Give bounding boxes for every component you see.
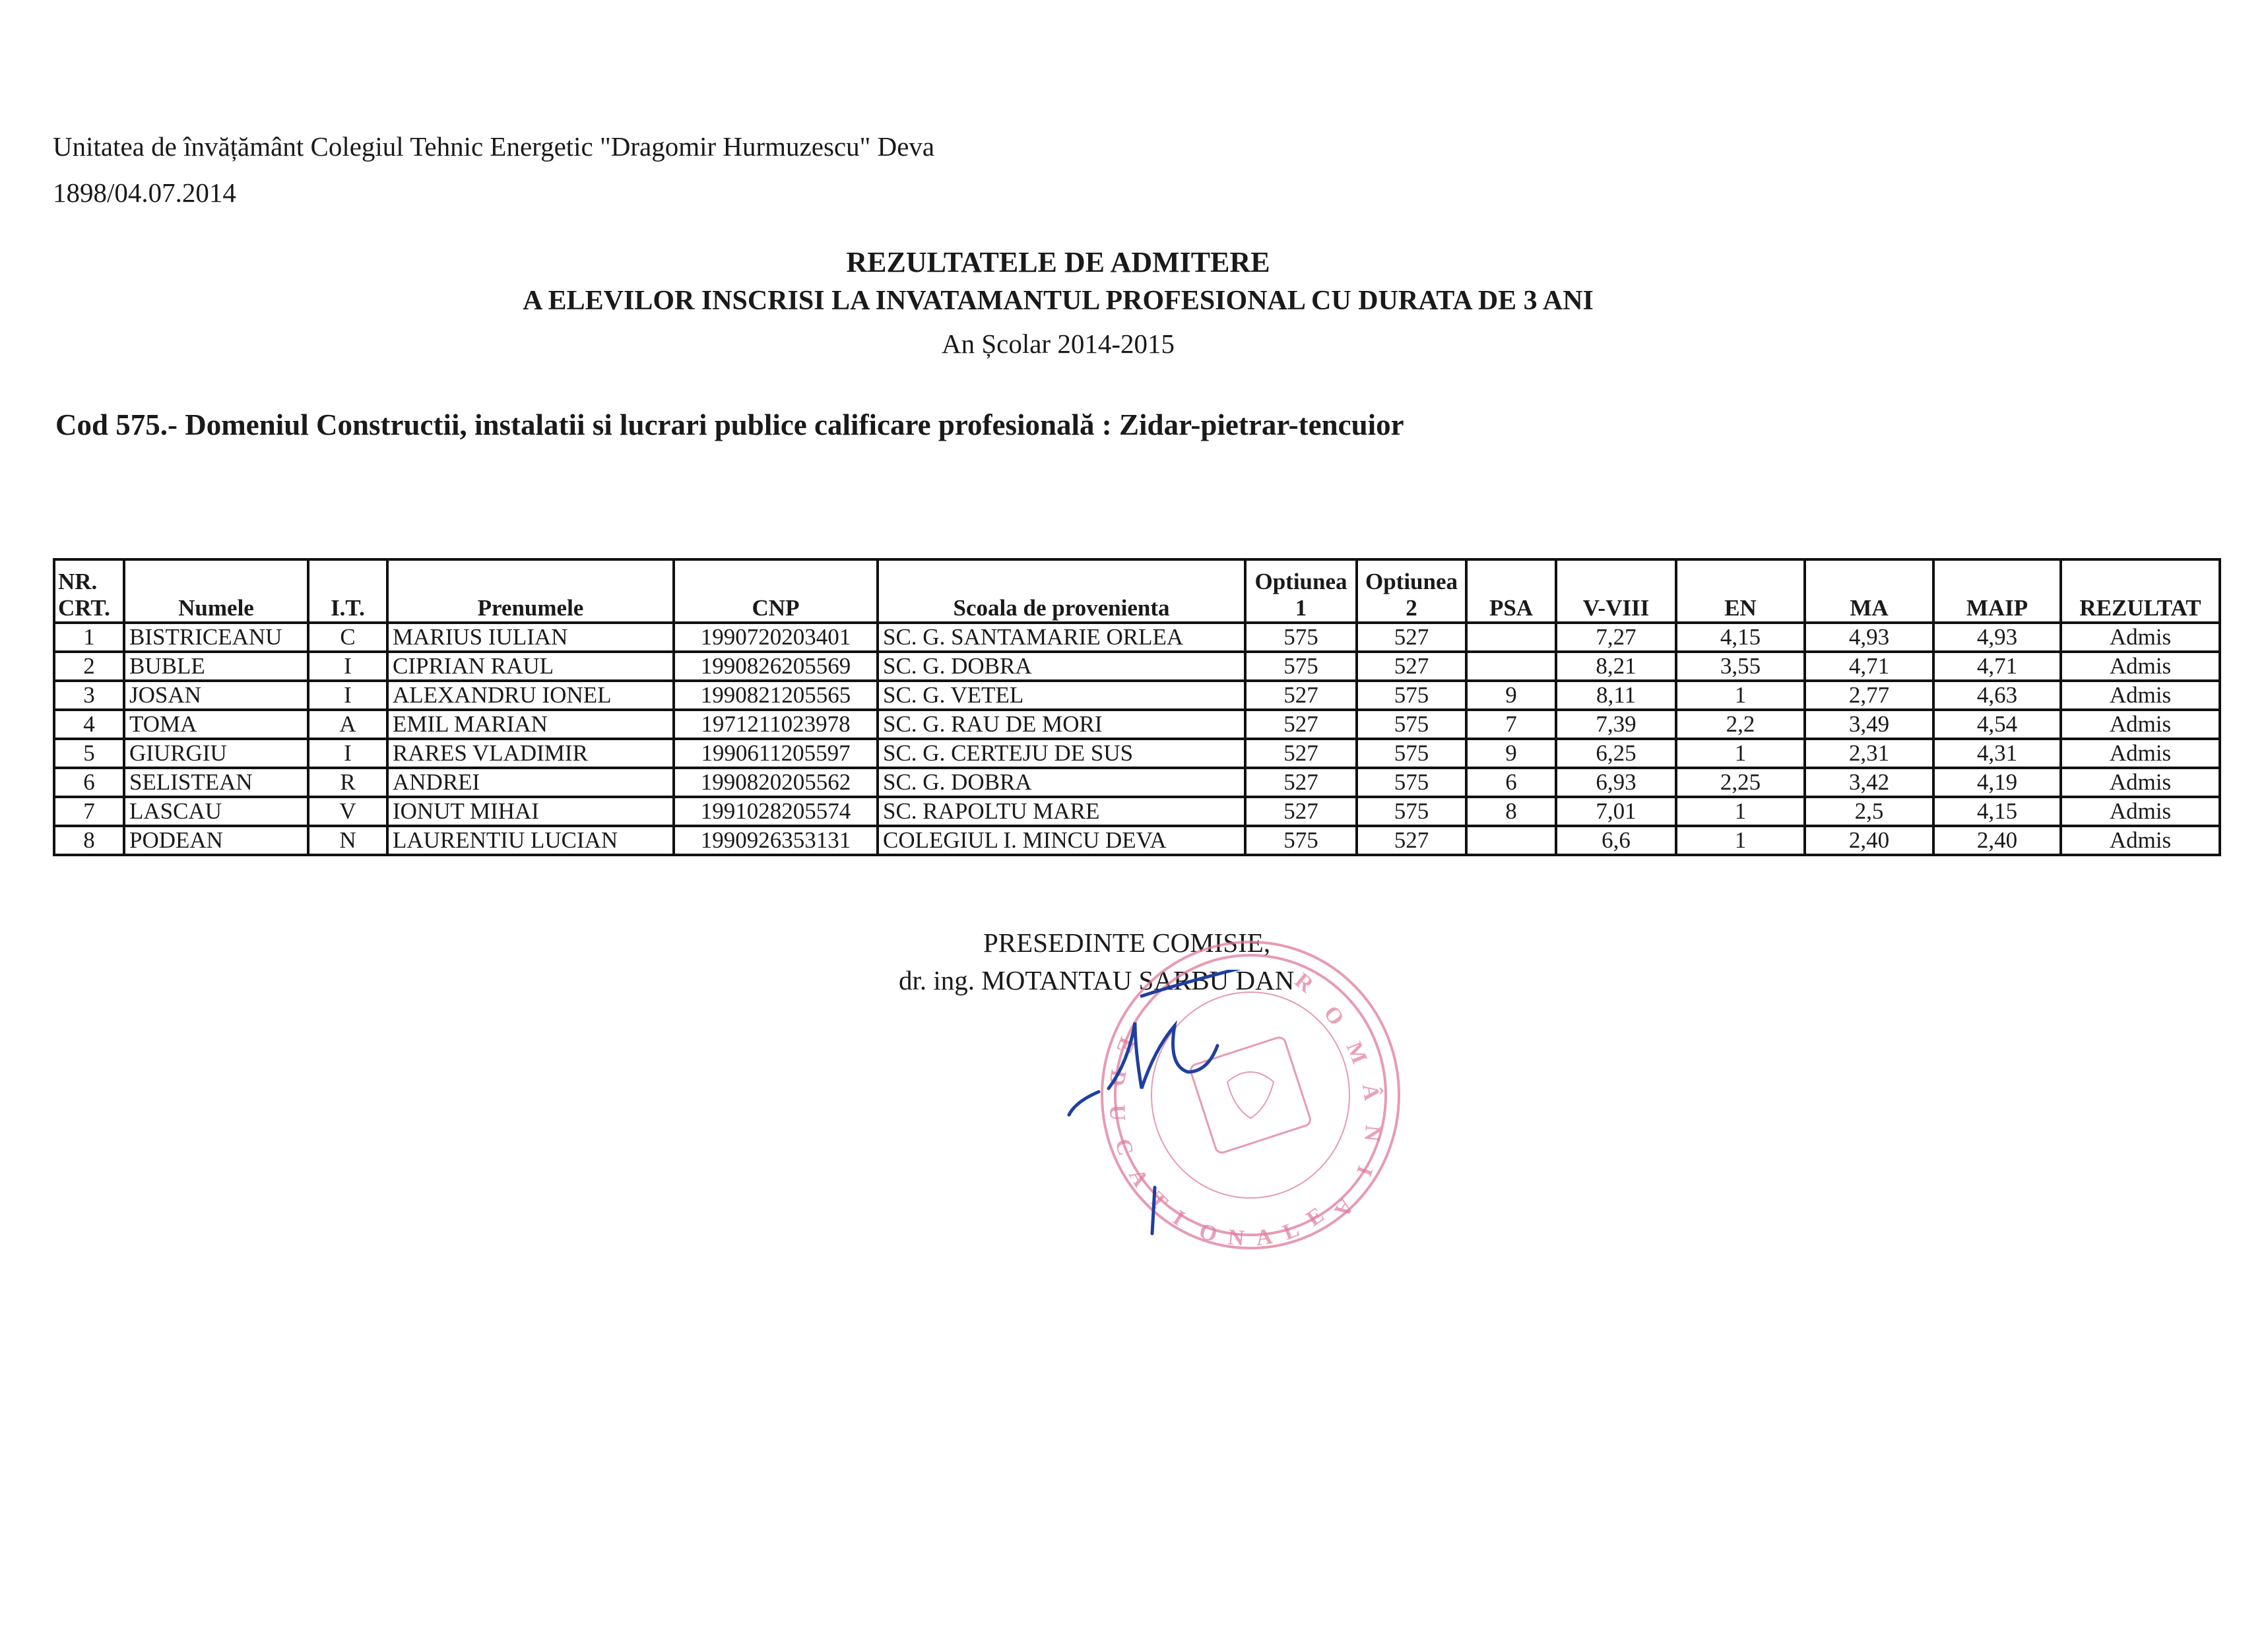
cell-optiunea-2: 527 <box>1357 652 1466 681</box>
cell-it: I <box>308 739 387 768</box>
cell-scoala: SC. G. RAU DE MORI <box>878 710 1245 739</box>
cell-scoala: COLEGIUL I. MINCU DEVA <box>878 826 1245 855</box>
cell-nr: 5 <box>54 739 124 768</box>
cell-numele: GIURGIU <box>124 739 308 768</box>
svg-text:L: L <box>1280 1216 1303 1245</box>
cell-optiunea-1: 575 <box>1245 652 1357 681</box>
cell-cnp: 1991028205574 <box>674 797 878 826</box>
cell-psa: 9 <box>1466 681 1556 710</box>
header-rezultat: REZULTAT <box>2061 559 2220 623</box>
header-opt2-line2: 2 <box>1406 595 1417 621</box>
cell-en: 1 <box>1676 797 1805 826</box>
cell-scoala: SC. RAPOLTU MARE <box>878 797 1245 826</box>
cell-cnp: 1990821205565 <box>674 681 878 710</box>
cell-v-viii: 7,39 <box>1556 710 1676 739</box>
cell-en: 1 <box>1676 739 1805 768</box>
cell-psa <box>1466 826 1556 855</box>
cell-prenumele: ALEXANDRU IONEL <box>387 681 674 710</box>
cell-maip: 4,31 <box>1933 739 2061 768</box>
cell-psa <box>1466 623 1556 652</box>
cell-rezultat: Admis <box>2061 681 2220 710</box>
cell-prenumele: CIPRIAN RAUL <box>387 652 674 681</box>
cell-prenumele: RARES VLADIMIR <box>387 739 674 768</box>
header-ma: MA <box>1805 559 1933 623</box>
cell-rezultat: Admis <box>2061 710 2220 739</box>
cell-en: 1 <box>1676 681 1805 710</box>
header-optiunea-2 <box>1357 559 1466 623</box>
cell-it: I <box>308 681 387 710</box>
cell-maip: 4,93 <box>1933 623 2061 652</box>
cell-nr: 8 <box>54 826 124 855</box>
header-opt1-line2: 1 <box>1295 595 1307 621</box>
svg-text:Â: Â <box>1357 1082 1384 1102</box>
cell-optiunea-2: 527 <box>1357 826 1466 855</box>
svg-text:R: R <box>1289 968 1318 997</box>
cell-it: C <box>308 623 387 652</box>
cell-v-viii: 7,01 <box>1556 797 1676 826</box>
svg-text:O: O <box>1318 1001 1349 1030</box>
cell-prenumele: IONUT MIHAI <box>387 797 674 826</box>
cell-psa: 6 <box>1466 768 1556 797</box>
cell-prenumele: LAURENTIU LUCIAN <box>387 826 674 855</box>
cell-ma: 4,71 <box>1805 652 1933 681</box>
document-subtitle: A ELEVILOR INSCRISI LA INVATAMANTUL PROFESIONAL CU DURATA DE 3 ANI <box>523 286 1594 316</box>
cell-maip: 2,40 <box>1933 826 2061 855</box>
cell-ma: 4,93 <box>1805 623 1933 652</box>
cell-cnp: 1990611205597 <box>674 739 878 768</box>
cell-ma: 2,5 <box>1805 797 1933 826</box>
cell-psa: 8 <box>1466 797 1556 826</box>
cell-maip: 4,54 <box>1933 710 2061 739</box>
svg-text:D: D <box>1103 1067 1131 1088</box>
cell-scoala: SC. G. DOBRA <box>878 768 1245 797</box>
cell-scoala: SC. G. DOBRA <box>878 652 1245 681</box>
cell-numele: TOMA <box>124 710 308 739</box>
cell-cnp: 1990820205562 <box>674 768 878 797</box>
cell-nr: 4 <box>54 710 124 739</box>
cell-cnp: 1990926353131 <box>674 826 878 855</box>
cell-en: 2,25 <box>1676 768 1805 797</box>
cell-ma: 2,31 <box>1805 739 1933 768</box>
header-nr-crt <box>54 559 124 623</box>
cell-nr: 1 <box>54 623 124 652</box>
cell-optiunea-2: 575 <box>1357 710 1466 739</box>
table-row <box>54 826 2220 855</box>
svg-text:U: U <box>1105 1104 1130 1121</box>
school-year: An Școlar 2014-2015 <box>941 329 1175 359</box>
cell-cnp: 1971211023978 <box>674 710 878 739</box>
header-v-viii: V-VIII <box>1556 559 1676 623</box>
cell-numele: LASCAU <box>124 797 308 826</box>
cell-rezultat: Admis <box>2061 739 2220 768</box>
cell-cnp: 1990720203401 <box>674 623 878 652</box>
svg-text:N: N <box>1359 1124 1385 1143</box>
registration-number: 1898/04.07.2014 <box>53 177 236 208</box>
table-row <box>54 623 2220 652</box>
cell-ma: 2,77 <box>1805 681 1933 710</box>
cell-ma: 3,42 <box>1805 768 1933 797</box>
header-numele: Numele <box>124 559 308 623</box>
cell-it: R <box>308 768 387 797</box>
cell-optiunea-2: 527 <box>1357 623 1466 652</box>
svg-text:A: A <box>1254 1224 1274 1251</box>
cell-v-viii: 8,21 <box>1556 652 1676 681</box>
table-header-row <box>54 559 2220 623</box>
table-row <box>54 652 2220 681</box>
cell-optiunea-2: 575 <box>1357 681 1466 710</box>
institution-line: Unitatea de învățământ Colegiul Tehnic Energetic "Dragomir Hurmuzescu" Deva <box>53 131 935 162</box>
cell-v-viii: 8,11 <box>1556 681 1676 710</box>
cell-nr: 6 <box>54 768 124 797</box>
cell-optiunea-1: 527 <box>1245 739 1357 768</box>
cell-en: 3,55 <box>1676 652 1805 681</box>
cell-ma: 3,49 <box>1805 710 1933 739</box>
cell-optiunea-1: 527 <box>1245 710 1357 739</box>
cell-en: 2,2 <box>1676 710 1805 739</box>
svg-text:C: C <box>1110 1136 1138 1158</box>
header-psa: PSA <box>1466 559 1556 623</box>
svg-text:A: A <box>1124 1164 1153 1191</box>
cell-scoala: SC. G. VETEL <box>878 681 1245 710</box>
cell-psa: 7 <box>1466 710 1556 739</box>
cell-numele: BISTRICEANU <box>124 623 308 652</box>
cell-rezultat: Admis <box>2061 768 2220 797</box>
cell-maip: 4,63 <box>1933 681 2061 710</box>
cell-psa <box>1466 652 1556 681</box>
cell-nr: 3 <box>54 681 124 710</box>
cell-v-viii: 7,27 <box>1556 623 1676 652</box>
cell-maip: 4,19 <box>1933 768 2061 797</box>
cell-prenumele: EMIL MARIAN <box>387 710 674 739</box>
cell-it: N <box>308 826 387 855</box>
cell-optiunea-1: 527 <box>1245 681 1357 710</box>
table-row <box>54 681 2220 710</box>
cell-v-viii: 6,93 <box>1556 768 1676 797</box>
header-nr-line1: NR. <box>58 569 98 594</box>
cell-optiunea-1: 575 <box>1245 623 1357 652</box>
svg-text:E: E <box>1302 1203 1329 1232</box>
cell-optiunea-1: 575 <box>1245 826 1357 855</box>
table-row <box>54 710 2220 739</box>
cell-maip: 4,15 <box>1933 797 2061 826</box>
cell-optiunea-1: 527 <box>1245 797 1357 826</box>
svg-text:A: A <box>1329 1194 1359 1222</box>
cell-optiunea-2: 575 <box>1357 739 1466 768</box>
cell-prenumele: MARIUS IULIAN <box>387 623 674 652</box>
qualification-line: Cod 575.- Domeniul Constructii, instalatii si lucrari publice calificare profesională : Zidar-pietrar-tencuior <box>55 408 1404 441</box>
cell-nr: 2 <box>54 652 124 681</box>
svg-text:I: I <box>1168 1205 1189 1231</box>
header-maip: MAIP <box>1933 559 2061 623</box>
cell-rezultat: Admis <box>2061 623 2220 652</box>
svg-text:M: M <box>1341 1038 1372 1067</box>
cell-v-viii: 6,25 <box>1556 739 1676 768</box>
cell-cnp: 1990826205569 <box>674 652 878 681</box>
svg-text:T: T <box>1144 1187 1173 1215</box>
header-opt1-line1: Optiunea <box>1254 569 1347 594</box>
header-en: EN <box>1676 559 1805 623</box>
header-optiunea-1 <box>1245 559 1357 623</box>
svg-text:N: N <box>1227 1225 1245 1251</box>
cell-it: A <box>308 710 387 739</box>
cell-numele: JOSAN <box>124 681 308 710</box>
table-row <box>54 797 2220 826</box>
svg-text:E: E <box>1111 1034 1140 1057</box>
cell-scoala: SC. G. SANTAMARIE ORLEA <box>878 623 1245 652</box>
cell-en: 4,15 <box>1676 623 1805 652</box>
cell-rezultat: Admis <box>2061 826 2220 855</box>
cell-it: I <box>308 652 387 681</box>
results-table <box>53 558 2221 856</box>
cell-rezultat: Admis <box>2061 652 2220 681</box>
cell-optiunea-1: 527 <box>1245 768 1357 797</box>
table-row <box>54 768 2220 797</box>
cell-prenumele: ANDREI <box>387 768 674 797</box>
header-opt2-line1: Optiunea <box>1365 569 1458 594</box>
cell-numele: PODEAN <box>124 826 308 855</box>
cell-nr: 7 <box>54 797 124 826</box>
header-nr-line2: CRT. <box>58 595 110 621</box>
table-row <box>54 739 2220 768</box>
cell-psa: 9 <box>1466 739 1556 768</box>
header-cnp: CNP <box>674 559 878 623</box>
cell-numele: SELISTEAN <box>124 768 308 797</box>
signature-name: dr. ing. MOTANTAU SARBU DAN <box>899 965 1295 995</box>
handwritten-signature <box>1049 970 1287 1260</box>
cell-maip: 4,71 <box>1933 652 2061 681</box>
cell-v-viii: 6,6 <box>1556 826 1676 855</box>
cell-optiunea-2: 575 <box>1357 768 1466 797</box>
cell-numele: BUBLE <box>124 652 308 681</box>
cell-optiunea-2: 575 <box>1357 797 1466 826</box>
signature-role: PRESEDINTE COMISIE, <box>983 928 1271 958</box>
header-scoala: Scoala de provenienta <box>878 559 1245 623</box>
header-it: I.T. <box>308 559 387 623</box>
svg-text:I: I <box>1351 1162 1378 1180</box>
svg-text:O: O <box>1196 1218 1221 1247</box>
cell-it: V <box>308 797 387 826</box>
cell-ma: 2,40 <box>1805 826 1933 855</box>
cell-scoala: SC. G. CERTEJU DE SUS <box>878 739 1245 768</box>
cell-rezultat: Admis <box>2061 797 2220 826</box>
document-title: REZULTATELE DE ADMITERE <box>846 246 1270 278</box>
header-prenumele: Prenumele <box>387 559 674 623</box>
cell-en: 1 <box>1676 826 1805 855</box>
